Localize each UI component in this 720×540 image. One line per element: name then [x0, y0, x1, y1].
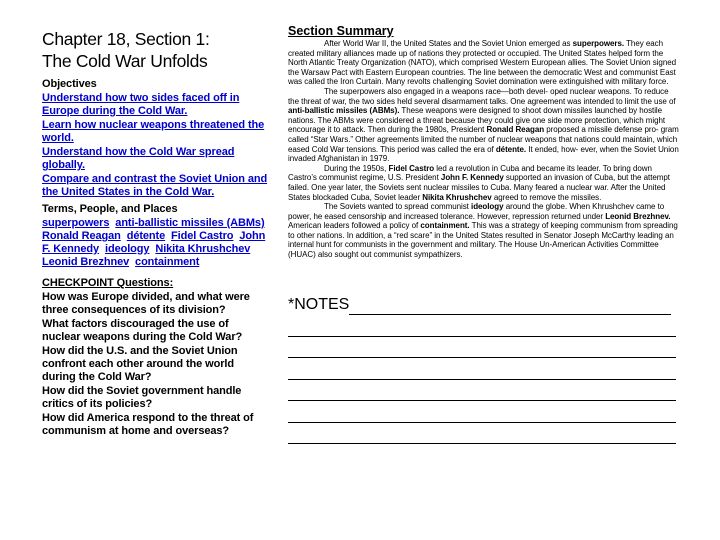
summary-text: supported an invasion of Cuba, but the attempt failed. One year later, the Soviets sent nuclear missiles to Cuba. Many feared a nuclear war. After the United States blockaded Cuba, Soviet leader — [288, 173, 670, 202]
summary-paragraph — [288, 87, 680, 164]
page-title — [42, 28, 268, 72]
objective-item[interactable]: Learn how nuclear weapons threatened the world. — [42, 119, 265, 144]
summary-text: around the globe. When Khrushchev came to power, he eased censorship and increased tolerance. However, repression returned under — [288, 202, 665, 221]
notes-line — [349, 299, 671, 315]
checkpoint-question: How did the U.S. and the Soviet Union confront each other around the world during the Cold War? — [42, 345, 238, 383]
key-term: détente. — [495, 144, 527, 154]
summary-paragraph — [288, 164, 680, 202]
summary-text: The superpowers also engaged in a weapons race—both devel- oped nuclear weapons. To reduce the threat of war, the two sides held several disarmament talks. One agreement was intended to limit the use of — [288, 86, 676, 106]
key-term: Nikita Khrushchev — [422, 192, 492, 202]
term-link[interactable]: détente — [126, 230, 166, 242]
objectives-list — [42, 92, 268, 199]
term-link[interactable]: containment — [135, 256, 200, 268]
summary-text: The Soviets wanted to spread communist — [324, 202, 472, 212]
summary-text: proposed a missile defense pro- gram called “Star Wars.” Other agreements limited the number of nuclear weapons that nations could maintain, which eased Cold War tensions. This period was called the era of — [288, 125, 679, 154]
summary-text: led a revolution in Cuba and became its leader. To bring down Castro’s communist regime, U.S. President — [288, 163, 652, 183]
term-link[interactable]: Leonid Brezhnev — [42, 256, 130, 268]
summary-text: These weapons were designed to shoot down missiles launched by hostile nations. The ABMs were considered a threat because they could give one side more protection, which might encourage it to attack. Then during the 1980s, President — [288, 106, 666, 135]
key-term: Leonid Brezhnev. — [605, 211, 671, 221]
key-term: anti-ballistic missiles (ABMs). — [288, 106, 400, 116]
section-summary-heading: Section Summary — [288, 24, 394, 38]
term-link[interactable]: Nikita Khrushchev — [155, 243, 251, 255]
summary-text: They each created military alliances made up of nations they protected or occupied. The United States helped form the North Atlantic Treaty Organization (NATO), which comprised Western European allies. The Soviet Union signed the Warsaw Pact with Eastern European countries. The line between the democratic West and communist East was called the Iron Curtain. Many revolts challenging Soviet domination were extinguished with military force. — [288, 39, 677, 87]
summary-paragraph — [288, 39, 680, 87]
summary-text: agreed to remove the missiles. — [491, 192, 602, 202]
checkpoint-heading: CHECKPOINT Questions: — [42, 277, 174, 289]
checkpoint-question: How was Europe divided, and what were three consequences of its division? — [42, 291, 250, 316]
key-term: Ronald Reagan — [486, 125, 545, 135]
objective-item[interactable]: Understand how two sides faced off in Europe during the Cold War. — [42, 92, 240, 117]
checkpoint-questions — [42, 291, 268, 438]
objectives-heading: Objectives — [42, 78, 97, 90]
key-term: ideology — [471, 202, 504, 212]
right-column — [288, 24, 680, 444]
term-link[interactable]: Ronald Reagan — [42, 230, 121, 242]
terms-list — [42, 217, 268, 269]
notes-line — [288, 407, 676, 423]
term-link[interactable]: John F. Kennedy — [42, 230, 266, 255]
objective-item[interactable]: Compare and contrast the Soviet Union and the United States in the Cold War. — [42, 173, 268, 198]
term-link[interactable]: ideology — [105, 243, 150, 255]
key-term: superpowers. — [572, 39, 625, 48]
notes-line — [288, 385, 676, 401]
left-column — [42, 28, 268, 438]
key-term: Fidel Castro — [388, 163, 435, 173]
term-link[interactable]: anti-ballistic missiles (ABMs) — [115, 217, 265, 229]
title-line-1: Chapter 18, Section 1: — [42, 29, 210, 49]
key-term: John F. Kennedy — [440, 173, 504, 183]
summary-text: This was a strategy of keeping communism from spreading to other nations. In addition, a “red scare” in the United States resulted in Senator Joseph McCarthy leading an internal hunt for communists in the government and military. The House Un-American Activities Committee (HUAC) also sought out communist sympathizers. — [288, 221, 678, 260]
terms-heading: Terms, People, and Places — [42, 203, 178, 215]
summary-text: During the 1950s, — [324, 163, 389, 173]
summary-text: It ended, how- ever, when the Soviet Union invaded Afghanistan in 1979. — [288, 144, 679, 164]
notes-line — [288, 342, 676, 358]
term-link[interactable]: superpowers — [42, 217, 110, 229]
checkpoint-question: How did the Soviet government handle critics of its policies? — [42, 385, 242, 410]
notes-area[interactable] — [288, 294, 680, 445]
checkpoint-question: What factors discouraged the use of nuclear weapons during the Cold War? — [42, 318, 243, 343]
notes-label: *NOTES — [288, 295, 350, 313]
notes-line — [288, 321, 676, 337]
objective-item[interactable]: Understand how the Cold War spread globally. — [42, 146, 235, 171]
notes-line — [288, 364, 676, 380]
summary-text: American leaders followed a policy of — [288, 221, 421, 231]
term-link[interactable]: Fidel Castro — [171, 230, 234, 242]
checkpoint-question: How did America respond to the threat of communism at home and overseas? — [42, 412, 254, 437]
summary-paragraph — [288, 202, 680, 260]
summary-text: After World War II, the United States and the Soviet Union emerged as — [324, 39, 573, 48]
key-term: containment. — [420, 221, 470, 231]
notes-line — [288, 428, 676, 444]
title-line-2: The Cold War Unfolds — [42, 51, 208, 71]
